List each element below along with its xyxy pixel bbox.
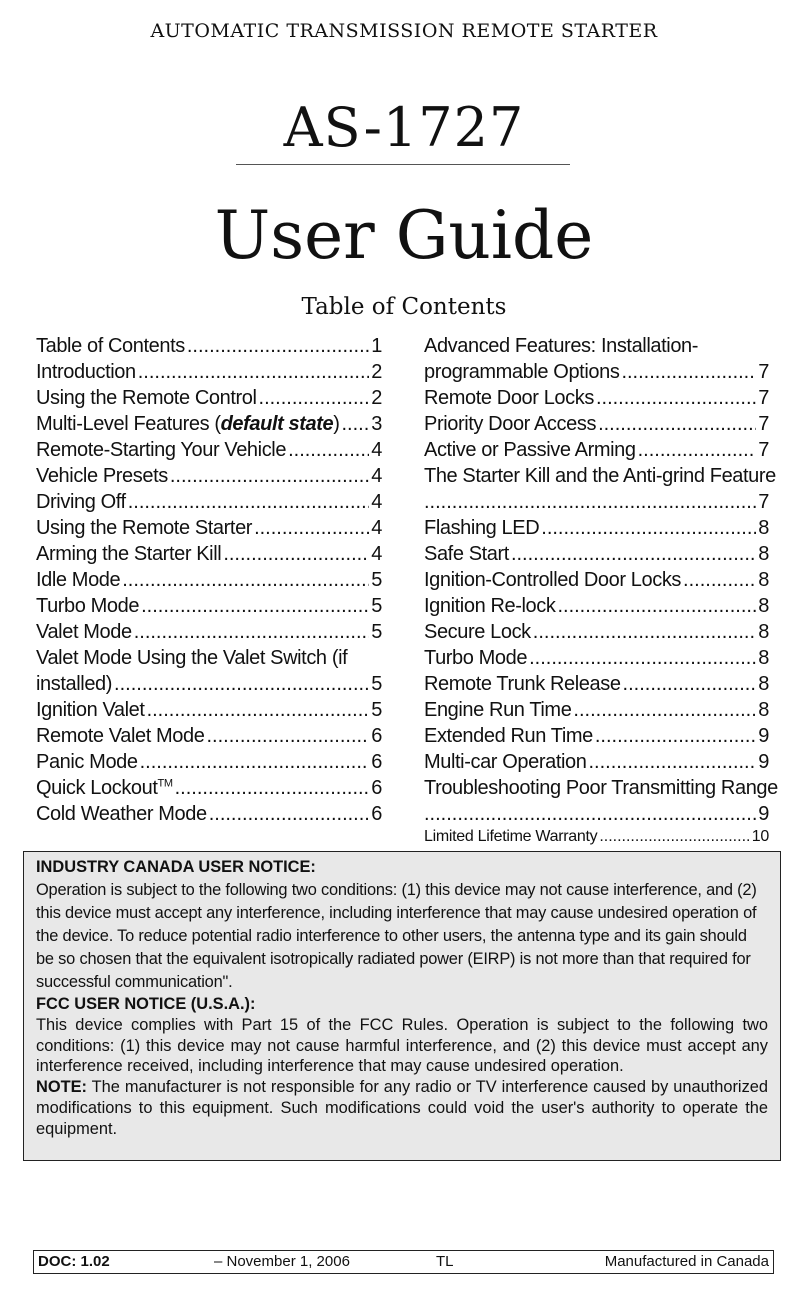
toc-entry[interactable]: Priority Door Access ..... 7 [424,411,769,437]
toc-entry[interactable]: Extended Run Time ..... 9 [424,723,769,749]
toc-entry[interactable]: Remote Valet Mode ..... 6 [36,723,382,749]
toc-entry-line1[interactable]: Advanced Features: Installation- [424,335,699,357]
toc-entry[interactable]: Secure Lock ..... 8 [424,619,769,645]
toc-entry-line2[interactable]: ..... 9 [424,801,769,827]
ic-notice-body: Operation is subject to the following two conditions: (1) this device may not cause interference, and (2) this device must accept any interference, including interference that may cause undesired operation of the device. To reduce potential radio interference to other users, the antenna type and its gain should be so chosen that the equivalent isotropically radiated power (EIRP) is not more than that required for successful communication". [36,881,757,991]
toc-entry-warranty[interactable]: Limited Lifetime Warranty ..... 10 [424,827,769,847]
toc-entry-line2[interactable]: programmable Options ..... 7 [424,359,769,385]
note-body: The manufacturer is not responsible for any radio or TV interference caused by unauthorized modifications to this equipment. Such modifications could void the user's authority to operate the equipment. [36,1078,768,1138]
trademark-mark: TM [157,777,173,790]
toc-entry-line2[interactable]: installed) ..... 5 [36,671,382,697]
document-footer [33,1250,774,1274]
toc-entry[interactable]: Turbo Mode ..... 8 [424,645,769,671]
toc-entry[interactable]: Multi-car Operation ..... 9 [424,749,769,775]
toc-entry[interactable]: Multi-Level Features (default state) ..... 3 [36,411,382,437]
title-divider [236,164,570,165]
model-number: AS-1727 [283,96,525,159]
toc-entry[interactable]: Idle Mode ..... 5 [36,567,382,593]
toc-entry[interactable]: Active or Passive Arming ..... 7 [424,437,769,463]
document-subtitle: AUTOMATIC TRANSMISSION REMOTE STARTER [150,20,658,42]
toc-entry[interactable]: Remote Door Locks ..... 7 [424,385,769,411]
toc-entry-line1[interactable]: The Starter Kill and the Anti-grind Feature [424,465,776,487]
doc-version: DOC: 1.02 [38,1253,110,1270]
toc-entry[interactable]: Remote Trunk Release ..... 8 [424,671,769,697]
toc-entry-line1[interactable]: Troubleshooting Poor Transmitting Range [424,777,778,799]
toc-entry[interactable]: Turbo Mode ..... 5 [36,593,382,619]
toc-entry[interactable]: Engine Run Time ..... 8 [424,697,769,723]
author-initials: TL [436,1253,454,1270]
ic-notice-heading: INDUSTRY CANADA USER NOTICE: [36,858,316,876]
regulatory-notice-box [23,851,781,1161]
toc-entry-line1[interactable]: Valet Mode Using the Valet Switch (if [36,647,348,669]
doc-date: – November 1, 2006 [214,1253,350,1270]
note-paragraph [36,1077,768,1139]
toc-entry[interactable]: Ignition Valet ..... 5 [36,697,382,723]
toc-entry[interactable]: Safe Start ..... 8 [424,541,769,567]
toc-heading: Table of Contents [301,294,507,320]
toc-entry[interactable]: Driving Off ..... 4 [36,489,382,515]
manufactured-in: Manufactured in Canada [604,1253,769,1270]
toc-entry[interactable]: Introduction ..... 2 [36,359,382,385]
toc-entry[interactable]: Cold Weather Mode ..... 6 [36,801,382,827]
toc-entry[interactable]: Flashing LED ..... 8 [424,515,769,541]
fcc-notice-body: This device complies with Part 15 of the FCC Rules. Operation is subject to the following two conditions: (1) this device may not cause harmful interference, and (2) this device must accept any interference received, including interference that may cause undesired operation. [36,1016,768,1076]
toc-entry[interactable]: Remote-Starting Your Vehicle ..... 4 [36,437,382,463]
toc-right-column [424,333,778,847]
toc-entry[interactable]: Vehicle Presets ..... 4 [36,463,382,489]
toc-entry[interactable]: Using the Remote Control ..... 2 [36,385,382,411]
note-label: NOTE: [36,1078,87,1097]
toc-entry[interactable]: Panic Mode ..... 6 [36,749,382,775]
fcc-notice-heading: FCC USER NOTICE (U.S.A.): [36,995,256,1013]
toc-left-column [36,333,382,827]
toc-entry[interactable]: Ignition-Controlled Door Locks ..... 8 [424,567,769,593]
page-title: User Guide [214,197,594,274]
toc-entry[interactable]: Table of Contents ..... 1 [36,333,382,359]
toc-entry[interactable]: Arming the Starter Kill ..... 4 [36,541,382,567]
toc-entry[interactable]: Using the Remote Starter ..... 4 [36,515,382,541]
toc-entry[interactable]: Ignition Re-lock ..... 8 [424,593,769,619]
toc-entry[interactable]: Valet Mode ..... 5 [36,619,382,645]
toc-entry-line2[interactable]: ..... 7 [424,489,769,515]
toc-entry[interactable]: Quick Lockout™ ..... 6 [36,775,382,801]
